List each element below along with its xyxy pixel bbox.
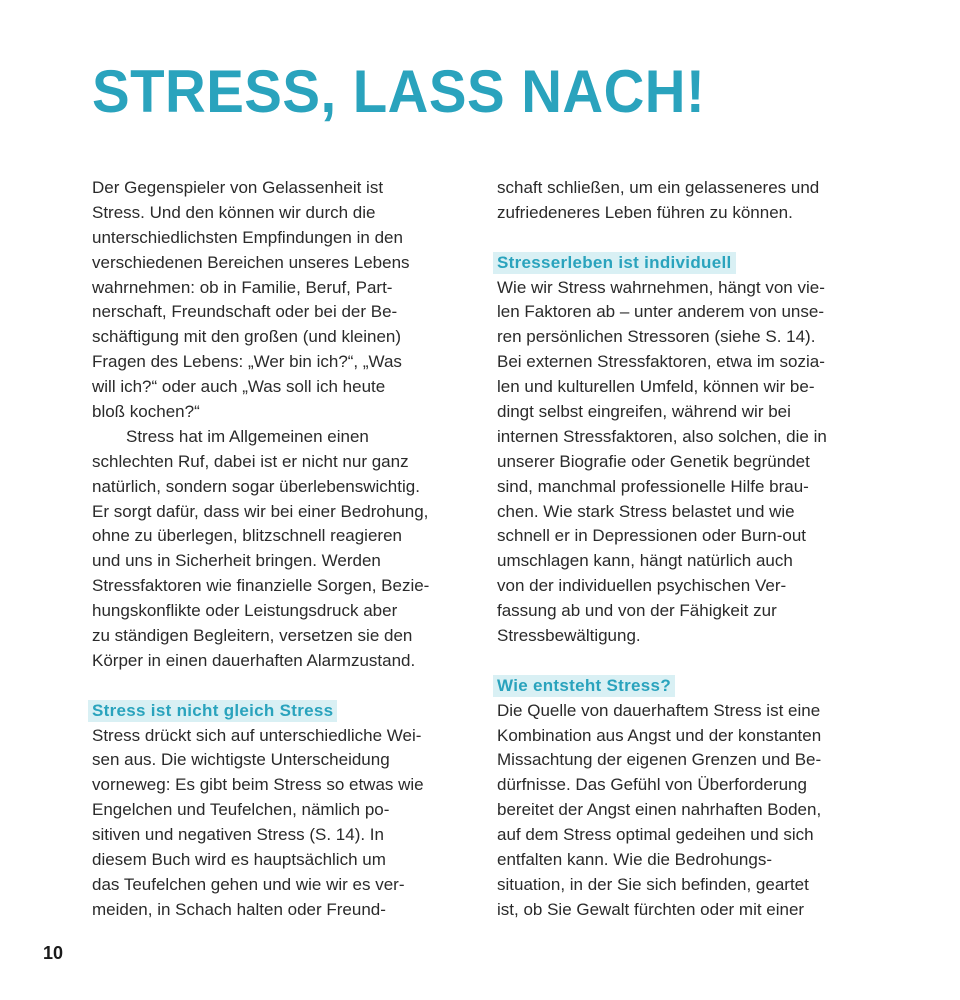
- text-line: len und kulturellen Umfeld, können wir be-: [497, 377, 815, 397]
- section-heading: [497, 674, 877, 699]
- text-line: Stress hat im Allgemeinen einen: [126, 426, 369, 446]
- text-line: sen aus. Die wichtigste Unterscheidung: [92, 750, 390, 770]
- text-line: situation, in der Sie sich befinden, geartet: [497, 874, 809, 894]
- text-line: schnell er in Depressionen oder Burn-out: [497, 526, 807, 546]
- text-line: verschiedenen Bereichen unseres Lebens: [92, 252, 410, 272]
- text-line: schlechten Ruf, dabei ist er nicht nur ganz: [92, 451, 409, 471]
- paragraph-gap: [92, 674, 472, 699]
- section-heading-label: Stress ist nicht gleich Stress: [88, 700, 337, 722]
- text-line: ren persönlichen Stressoren (siehe S. 14).: [497, 327, 816, 347]
- text-line: meiden, in Schach halten oder Freund-: [92, 899, 386, 919]
- text-line: Stressfaktoren wie finanzielle Sorgen, Bezie-: [92, 576, 430, 596]
- text-line: Fragen des Lebens: „Wer bin ich?“, „Was: [92, 352, 402, 372]
- text-line: wahrnehmen: ob in Familie, Beruf, Part-: [92, 277, 393, 297]
- right-column: [497, 176, 877, 923]
- paragraph: [92, 724, 472, 923]
- text-line: fassung ab und von der Fähigkeit zur: [497, 601, 777, 621]
- text-line: zufriedeneres Leben führen zu können.: [497, 202, 793, 222]
- text-line: Stressbewältigung.: [497, 626, 641, 646]
- paragraph: [497, 699, 877, 923]
- text-line: dingt selbst eingreifen, während wir bei: [497, 402, 791, 422]
- text-line: Bei externen Stressfaktoren, etwa im sozia-: [497, 352, 825, 372]
- text-line: Er sorgt dafür, dass wir bei einer Bedrohung,: [92, 501, 429, 521]
- paragraph-gap: [497, 226, 877, 251]
- section-heading: [92, 699, 472, 724]
- text-line: nerschaft, Freundschaft oder bei der Be-: [92, 302, 398, 322]
- text-line: sind, manchmal professionelle Hilfe brau-: [497, 476, 809, 496]
- text-line: zu ständigen Begleitern, versetzen sie den: [92, 626, 413, 646]
- text-line: auf dem Stress optimal gedeihen und sich: [497, 825, 814, 845]
- text-line: Stress. Und den können wir durch die: [92, 202, 376, 222]
- text-line: ist, ob Sie Gewalt fürchten oder mit einer: [497, 899, 805, 919]
- text-line: das Teufelchen gehen und wie wir es ver-: [92, 874, 405, 894]
- text-line: will ich?“ oder auch „Was soll ich heute: [92, 377, 386, 397]
- text-line: bloß kochen?“: [92, 402, 200, 422]
- paragraph: [497, 276, 877, 649]
- text-line: bereitet der Angst einen nahrhaften Boden,: [497, 800, 822, 820]
- text-line: unterschiedlichsten Empfindungen in den: [92, 227, 403, 247]
- paragraph: [92, 425, 472, 674]
- text-line: Körper in einen dauerhaften Alarmzustand.: [92, 650, 416, 670]
- text-line: Kombination aus Angst und der konstanten: [497, 725, 822, 745]
- text-line: schäftigung mit den großen (und kleinen): [92, 327, 402, 347]
- left-column: [92, 176, 472, 923]
- text-line: schaft schließen, um ein gelasseneres und: [497, 178, 820, 197]
- text-line: ohne zu überlegen, blitzschnell reagieren: [92, 526, 402, 546]
- text-line: vorneweg: Es gibt beim Stress so etwas wie: [92, 775, 424, 795]
- text-line: Engelchen und Teufelchen, nämlich po-: [92, 800, 390, 820]
- text-line: Wie wir Stress wahrnehmen, hängt von vie-: [497, 277, 825, 297]
- text-line: sitiven und negativen Stress (S. 14). In: [92, 825, 384, 845]
- text-line: chen. Wie stark Stress belastet und wie: [497, 501, 795, 521]
- page-number: 10: [43, 943, 64, 963]
- text-line: diesem Buch wird es hauptsächlich um: [92, 850, 386, 870]
- section-heading-label: Wie entsteht Stress?: [493, 675, 675, 697]
- text-line: umschlagen kann, hängt natürlich auch: [497, 551, 793, 571]
- text-line: hungskonflikte oder Leistungsdruck aber: [92, 601, 398, 621]
- text-line: internen Stressfaktoren, also solchen, die in: [497, 426, 827, 446]
- text-line: Stress drückt sich auf unterschiedliche Wei-: [92, 725, 422, 745]
- text-line: Die Quelle von dauerhaftem Stress ist eine: [497, 700, 821, 720]
- text-line: unserer Biografie oder Genetik begründet: [497, 451, 810, 471]
- section-heading: [497, 251, 877, 276]
- paragraph: [92, 176, 472, 425]
- page-title: STRESS, LASS NACH!: [92, 58, 706, 125]
- text-line: Missachtung der eigenen Grenzen und Be-: [497, 750, 822, 770]
- text-line: entfalten kann. Wie die Bedrohungs-: [497, 850, 773, 870]
- paragraph-gap: [497, 649, 877, 674]
- text-line: natürlich, sondern sogar überlebenswichtig.: [92, 476, 420, 496]
- text-line: Der Gegenspieler von Gelassenheit ist: [92, 178, 384, 197]
- text-line: von der individuellen psychischen Ver-: [497, 576, 787, 596]
- section-heading-label: Stresserleben ist individuell: [493, 252, 736, 274]
- text-line: und uns in Sicherheit bringen. Werden: [92, 551, 381, 571]
- paragraph: [497, 176, 877, 226]
- text-line: dürfnisse. Das Gefühl von Überforderung: [497, 775, 807, 795]
- text-line: len Faktoren ab – unter anderem von unse-: [497, 302, 824, 322]
